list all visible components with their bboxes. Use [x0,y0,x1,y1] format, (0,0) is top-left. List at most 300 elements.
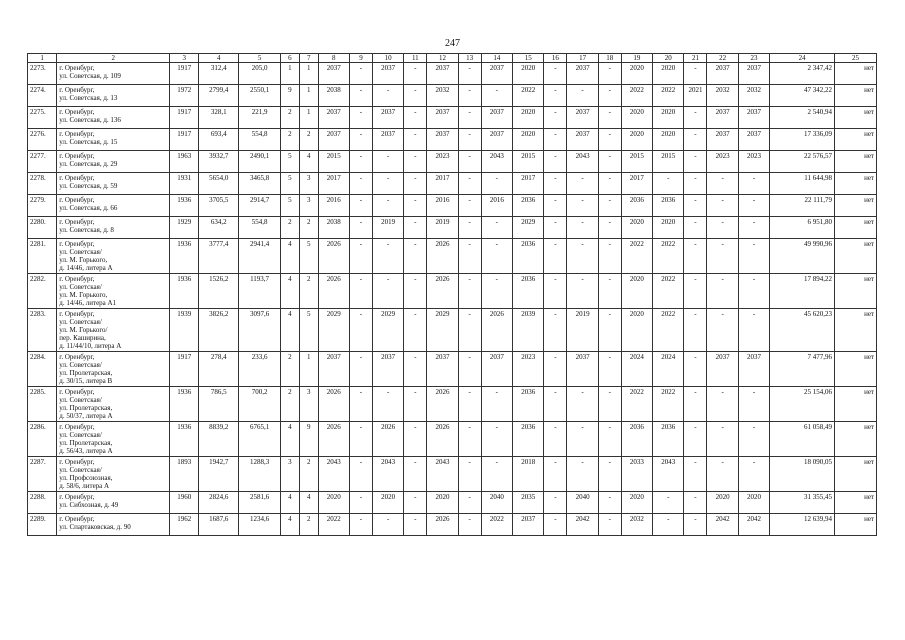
value-cell: 2036 [513,195,544,217]
value-cell: 2037 [707,107,738,129]
value-cell: нет [835,309,877,352]
value-cell: 1939 [170,309,199,352]
column-number: 3 [170,54,199,63]
value-cell: 233,6 [239,352,281,387]
value-cell: 1234,6 [239,514,281,536]
value-cell: 2018 [513,457,544,492]
value-cell: 2040 [567,492,598,514]
value-cell: 2029 [318,309,349,352]
value-cell: - [738,387,769,422]
value-cell: 1963 [170,151,199,173]
value-cell: 554,8 [239,129,281,151]
table-row [28,63,877,85]
value-cell: - [738,195,769,217]
value-cell: 2799,4 [199,85,239,107]
value-cell: 1526,2 [199,274,239,309]
value-cell: - [653,492,684,514]
row-number: 2285. [28,387,57,422]
value-cell: 2037 [481,107,512,129]
value-cell: - [349,129,372,151]
value-cell: - [738,173,769,195]
address-line: ул. Пролетарская, [59,369,113,377]
address-line: г. Оренбург, [59,64,95,72]
column-number: 17 [567,54,598,63]
value-cell: нет [835,107,877,129]
value-cell: 2 [280,217,299,239]
value-cell: 2042 [567,514,598,536]
value-cell: - [372,239,403,274]
row-number: 2276. [28,129,57,151]
value-cell: - [544,217,567,239]
value-cell: 2026 [427,274,458,309]
value-cell: 2020 [653,63,684,85]
value-cell: - [684,457,707,492]
value-cell: - [481,239,512,274]
value-cell: - [598,309,621,352]
value-cell: - [458,422,481,457]
value-cell: - [567,173,598,195]
value-cell: - [598,422,621,457]
row-number: 2279. [28,195,57,217]
value-cell: 3 [299,195,318,217]
value-cell: 2020 [653,217,684,239]
value-cell: - [738,217,769,239]
value-cell: 2026 [427,239,458,274]
address-cell [57,129,170,151]
value-cell: 2037 [707,129,738,151]
value-cell: 2020 [372,492,403,514]
value-cell: 2020 [621,217,652,239]
value-cell: - [567,387,598,422]
value-cell: 2037 [567,352,598,387]
address-line: г. Оренбург, [59,423,95,431]
value-cell: - [544,274,567,309]
value-cell: 2042 [707,514,738,536]
value-cell: - [567,457,598,492]
value-cell: - [598,217,621,239]
address-line: д. 14/46, литера А [59,264,113,272]
value-cell: 8839,2 [199,422,239,457]
value-cell: - [544,352,567,387]
value-cell: - [598,457,621,492]
value-cell: - [707,457,738,492]
value-cell: - [349,492,372,514]
column-number-row [28,54,877,63]
value-cell: 45 620,23 [770,309,835,352]
value-cell: 3097,6 [239,309,281,352]
value-cell: 2021 [684,85,707,107]
value-cell: - [544,514,567,536]
value-cell: 2019 [372,217,403,239]
value-cell: нет [835,422,877,457]
value-cell: 2020 [513,63,544,85]
value-cell: 2032 [707,85,738,107]
value-cell: нет [835,217,877,239]
address-line: д. 14/46, литера А1 [59,299,117,307]
column-number: 21 [684,54,707,63]
value-cell: 2037 [481,352,512,387]
value-cell: 2043 [567,151,598,173]
column-number: 9 [349,54,372,63]
value-cell: - [458,239,481,274]
value-cell: 5 [299,309,318,352]
value-cell: 4 [280,309,299,352]
value-cell: - [684,274,707,309]
value-cell: 4 [299,492,318,514]
table-row [28,492,877,514]
value-cell: - [684,129,707,151]
value-cell: 18 090,05 [770,457,835,492]
address-line: ул. Пролетарская, [59,404,113,412]
value-cell: 2026 [481,309,512,352]
value-cell: нет [835,129,877,151]
value-cell: - [544,422,567,457]
value-cell: - [707,195,738,217]
value-cell: 1942,7 [199,457,239,492]
row-number: 2287. [28,457,57,492]
value-cell: 2026 [318,422,349,457]
value-cell: 2037 [372,129,403,151]
value-cell: 2022 [513,85,544,107]
value-cell: 2036 [513,422,544,457]
value-cell: - [598,514,621,536]
column-number: 12 [427,54,458,63]
address-line: ул. Советская/ [59,361,102,369]
value-cell: 25 154,06 [770,387,835,422]
value-cell: - [684,63,707,85]
value-cell: 2022 [653,85,684,107]
table-row [28,107,877,129]
value-cell: 17 336,09 [770,129,835,151]
table-row [28,387,877,422]
value-cell: 3932,7 [199,151,239,173]
column-number: 6 [280,54,299,63]
address-cell [57,352,170,387]
value-cell: - [684,173,707,195]
value-cell: 2037 [318,63,349,85]
value-cell: - [372,195,403,217]
value-cell: - [653,173,684,195]
value-cell: 2020 [621,492,652,514]
value-cell: - [349,63,372,85]
value-cell: - [458,151,481,173]
value-cell: - [707,422,738,457]
value-cell: - [458,217,481,239]
value-cell: 4 [280,492,299,514]
value-cell: - [404,457,427,492]
value-cell: 2023 [427,151,458,173]
address-cell [57,217,170,239]
address-line: г. Оренбург, [59,353,95,361]
table-row [28,422,877,457]
value-cell: - [684,217,707,239]
value-cell: - [598,173,621,195]
value-cell: 2043 [372,457,403,492]
value-cell: - [458,457,481,492]
value-cell: - [738,309,769,352]
table-row [28,129,877,151]
value-cell: 2550,1 [239,85,281,107]
value-cell: 61 058,49 [770,422,835,457]
address-line: г. Оренбург, [59,275,95,283]
value-cell: 5 [280,151,299,173]
value-cell: 328,1 [199,107,239,129]
value-cell: 2024 [621,352,652,387]
value-cell: 2023 [513,352,544,387]
address-line: ул. М. Горького, [59,291,108,299]
value-cell: - [372,85,403,107]
value-cell: - [544,63,567,85]
value-cell: 2 [280,107,299,129]
value-cell: 6 951,80 [770,217,835,239]
value-cell: 2037 [738,107,769,129]
row-number: 2277. [28,151,57,173]
value-cell: 2023 [707,151,738,173]
value-cell: - [458,173,481,195]
value-cell: - [598,63,621,85]
value-cell: 2037 [427,107,458,129]
table-row [28,85,877,107]
address-line: г. Оренбург, [59,493,95,501]
table-row [28,457,877,492]
value-cell: 2020 [513,107,544,129]
value-cell: - [738,274,769,309]
column-number: 22 [707,54,738,63]
value-cell: - [372,387,403,422]
value-cell: - [598,107,621,129]
value-cell: 2037 [427,352,458,387]
value-cell: - [404,422,427,457]
value-cell: 1893 [170,457,199,492]
value-cell: - [567,217,598,239]
row-number: 2284. [28,352,57,387]
value-cell: 2017 [621,173,652,195]
value-cell: 3705,5 [199,195,239,217]
value-cell: 2032 [427,85,458,107]
value-cell: - [544,195,567,217]
address-cell [57,274,170,309]
value-cell: - [707,239,738,274]
address-line: д. 50/37, литера А [59,412,113,420]
column-number: 7 [299,54,318,63]
value-cell: - [684,107,707,129]
value-cell: 3 [299,387,318,422]
value-cell: 1687,6 [199,514,239,536]
value-cell: - [349,85,372,107]
value-cell: 2037 [372,352,403,387]
value-cell: 2037 [567,107,598,129]
address-cell [57,173,170,195]
address-cell [57,422,170,457]
value-cell: 2037 [318,352,349,387]
column-number: 2 [57,54,170,63]
value-cell: нет [835,173,877,195]
value-cell: 2026 [427,387,458,422]
value-cell: 2016 [481,195,512,217]
address-cell [57,195,170,217]
row-number: 2274. [28,85,57,107]
value-cell: нет [835,151,877,173]
value-cell: - [458,352,481,387]
value-cell: 1917 [170,129,199,151]
value-cell: 2033 [621,457,652,492]
value-cell: - [404,387,427,422]
value-cell: 634,2 [199,217,239,239]
address-line: г. Оренбург, [59,108,95,116]
value-cell: 2020 [318,492,349,514]
value-cell: 2022 [653,309,684,352]
value-cell: 3465,8 [239,173,281,195]
value-cell: - [372,514,403,536]
value-cell: 2015 [653,151,684,173]
row-number: 2281. [28,239,57,274]
value-cell: 1936 [170,239,199,274]
value-cell: 5654,0 [199,173,239,195]
value-cell: - [458,387,481,422]
address-line: ул. Советская/ [59,466,102,474]
value-cell: нет [835,514,877,536]
table-row [28,274,877,309]
value-cell: 1962 [170,514,199,536]
address-cell [57,107,170,129]
value-cell: 2 [299,514,318,536]
value-cell: - [544,309,567,352]
value-cell: - [684,387,707,422]
value-cell: - [567,422,598,457]
value-cell: - [404,514,427,536]
table-row [28,514,877,536]
address-cell [57,457,170,492]
value-cell: 47 342,22 [770,85,835,107]
value-cell: 2017 [318,173,349,195]
value-cell: 5 [280,195,299,217]
value-cell: 2032 [621,514,652,536]
value-cell: 2 [280,129,299,151]
value-cell: - [544,173,567,195]
value-cell: 4 [280,422,299,457]
value-cell: 2020 [621,129,652,151]
value-cell: 2043 [318,457,349,492]
column-number: 24 [770,54,835,63]
value-cell: 2026 [427,514,458,536]
row-number: 2280. [28,217,57,239]
table-row [28,217,877,239]
address-line: г. Оренбург, [59,152,95,160]
value-cell: - [544,492,567,514]
value-cell: 2022 [653,239,684,274]
address-line: г. Оренбург, [59,458,95,466]
value-cell: 2037 [427,63,458,85]
value-cell: 2 [299,129,318,151]
address-line: г. Оренбург, [59,218,95,226]
value-cell: 1936 [170,195,199,217]
value-cell: 12 639,94 [770,514,835,536]
value-cell: нет [835,63,877,85]
value-cell: 1917 [170,63,199,85]
page-number: 247 [445,38,460,49]
address-line: ул. Советская/ [59,283,102,291]
value-cell: 312,4 [199,63,239,85]
value-cell: - [544,129,567,151]
value-cell: 2037 [567,63,598,85]
value-cell: 3826,2 [199,309,239,352]
value-cell: 2039 [513,309,544,352]
value-cell: - [707,387,738,422]
column-number: 19 [621,54,652,63]
value-cell: 4 [280,514,299,536]
value-cell: - [684,151,707,173]
value-cell: 2022 [621,85,652,107]
value-cell: 2043 [427,457,458,492]
value-cell: - [598,492,621,514]
value-cell: - [598,239,621,274]
value-cell: 2 [299,217,318,239]
value-cell: 2037 [738,352,769,387]
address-line: г. Оренбург, [59,130,95,138]
value-cell: 2017 [427,173,458,195]
value-cell: - [349,107,372,129]
value-cell: 5 [299,239,318,274]
value-cell: - [544,457,567,492]
value-cell: - [404,195,427,217]
value-cell: - [598,387,621,422]
value-cell: - [481,274,512,309]
column-number: 5 [239,54,281,63]
value-cell: - [598,129,621,151]
address-line: ул. Советская, д. 8 [59,226,114,234]
value-cell: 1 [280,63,299,85]
value-cell: 2022 [481,514,512,536]
column-number: 10 [372,54,403,63]
address-cell [57,85,170,107]
value-cell: - [404,352,427,387]
value-cell: нет [835,239,877,274]
value-cell: 2017 [513,173,544,195]
value-cell: 2015 [621,151,652,173]
value-cell: - [598,151,621,173]
value-cell: 2037 [372,107,403,129]
value-cell: 2019 [427,217,458,239]
value-cell: - [349,422,372,457]
value-cell: - [458,274,481,309]
value-cell: - [458,107,481,129]
value-cell: 2036 [653,422,684,457]
value-cell: - [567,274,598,309]
value-cell: - [707,217,738,239]
value-cell: 2015 [318,151,349,173]
value-cell: нет [835,457,877,492]
value-cell: 278,4 [199,352,239,387]
value-cell: - [404,309,427,352]
value-cell: 2020 [621,63,652,85]
address-line: ул. Пролетарская, [59,439,113,447]
address-line: г. Оренбург, [59,86,95,94]
value-cell: - [349,387,372,422]
value-cell: - [738,422,769,457]
value-cell: 2019 [567,309,598,352]
value-cell: 2026 [318,274,349,309]
value-cell: - [684,352,707,387]
value-cell: - [481,173,512,195]
value-cell: - [481,387,512,422]
address-line: ул. М. Горького/ [59,326,108,334]
value-cell: 4 [280,239,299,274]
value-cell: - [481,217,512,239]
value-cell: 1936 [170,274,199,309]
value-cell: 2022 [653,274,684,309]
value-cell: 2 [280,387,299,422]
value-cell: - [349,151,372,173]
